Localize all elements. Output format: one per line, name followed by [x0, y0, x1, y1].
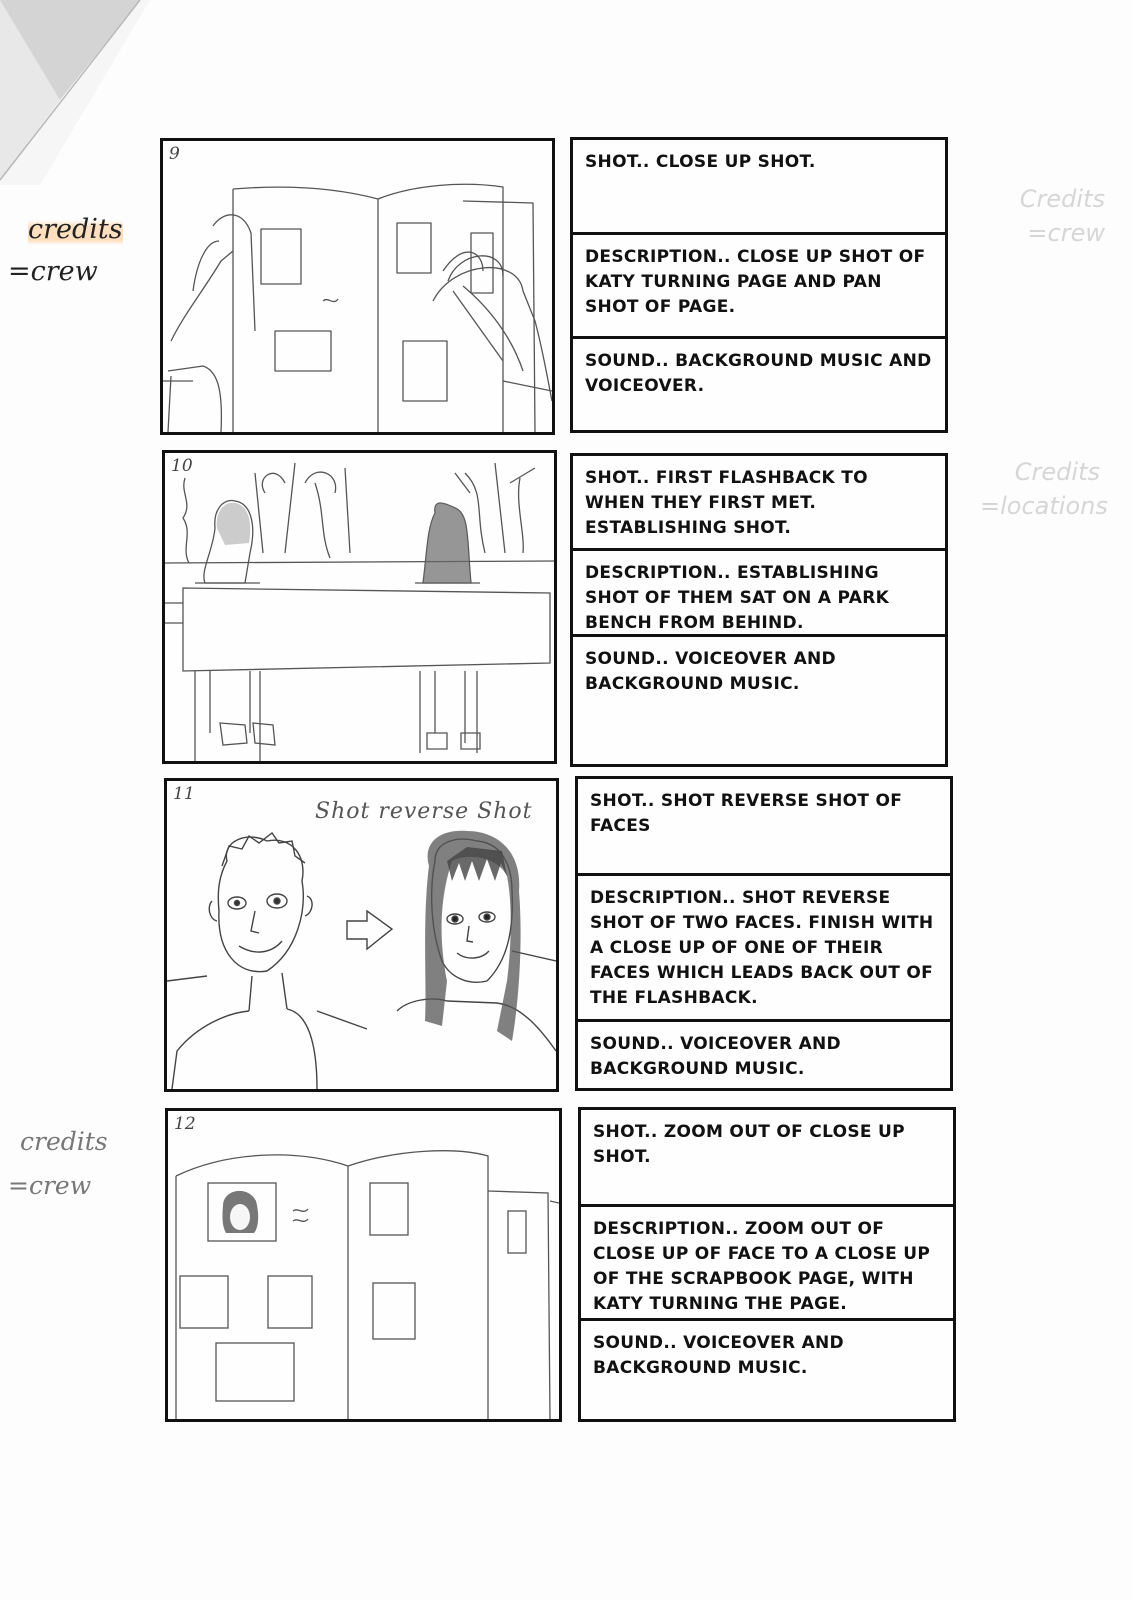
margin-note-crew-2: =crew [8, 1171, 92, 1200]
sound-cell: SOUND.. BACKGROUND MUSIC AND VOICEOVER. [573, 336, 945, 430]
sketch-frame-10 [162, 450, 557, 764]
book-sketch [163, 141, 552, 432]
shot-cell: SHOT.. SHOT REVERSE SHOT OF FACES [590, 791, 903, 836]
park-bench-sketch [165, 453, 554, 761]
faces-sketch [167, 781, 556, 1089]
page-curl [0, 0, 150, 185]
notes-box-10 [570, 453, 948, 767]
notes-box-12 [578, 1107, 956, 1422]
notes-box-9 [570, 137, 948, 433]
sound-cell: SOUND.. VOICEOVER AND BACKGROUND MUSIC. [578, 1019, 950, 1088]
margin-note-credits: credits [28, 214, 123, 245]
shot-cell: SHOT.. FIRST FLASHBACK TO WHEN THEY FIRST MET. ESTABLISHING SHOT. [585, 468, 868, 538]
notes-box-11 [575, 776, 953, 1091]
sound-cell: SOUND.. VOICEOVER AND BACKGROUND MUSIC. [573, 634, 945, 764]
sketch-frame-12 [165, 1108, 562, 1422]
ghost-text: Credits =crew [1019, 185, 1105, 247]
description-cell: DESCRIPTION.. ZOOM OUT OF CLOSE UP OF FACE TO A CLOSE UP OF THE SCRAPBOOK PAGE, WITH KATY TURNING THE PAGE. [581, 1204, 953, 1318]
frame-number: 10 [171, 456, 193, 476]
sound-cell: SOUND.. VOICEOVER AND BACKGROUND MUSIC. [581, 1318, 953, 1419]
scrapbook-sketch [168, 1111, 559, 1419]
frame-number: 9 [169, 144, 180, 164]
margin-note-credits-2: credits [20, 1127, 108, 1156]
description-cell: DESCRIPTION.. ESTABLISHING SHOT OF THEM SAT ON A PARK BENCH FROM BEHIND. [573, 548, 945, 634]
frame-caption: Shot reverse Shot [315, 799, 533, 824]
margin-note-crew: =crew [8, 256, 98, 287]
description-cell: DESCRIPTION.. SHOT REVERSE SHOT OF TWO FACES. FINISH WITH A CLOSE UP OF ONE OF THEIR FACES WHICH LEADS BACK OUT OF THE FLASHBACK. [578, 873, 950, 1019]
ghost-text: Credits =locations [980, 458, 1108, 520]
shot-cell: SHOT.. ZOOM OUT OF CLOSE UP SHOT. [593, 1122, 905, 1167]
frame-number: 11 [173, 784, 195, 804]
sketch-frame-11 [164, 778, 559, 1092]
shot-cell: SHOT.. CLOSE UP SHOT. [585, 152, 816, 172]
frame-number: 12 [174, 1114, 196, 1134]
sketch-frame-9 [160, 138, 555, 435]
description-cell: DESCRIPTION.. CLOSE UP SHOT OF KATY TURNING PAGE AND PAN SHOT OF PAGE. [573, 232, 945, 336]
